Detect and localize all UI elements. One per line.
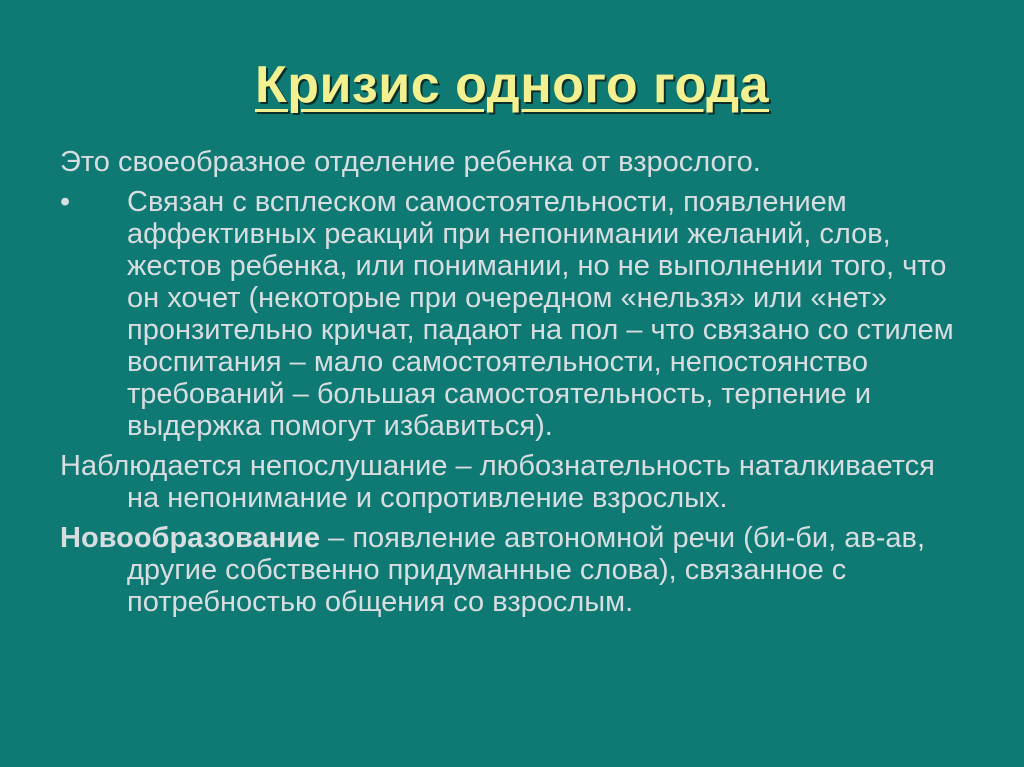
neoformation-text: – появление автономной речи (би-би, ав-ав, другие собственно придуманные слова), связанное с потребностью общения со взрослым. bbox=[127, 522, 926, 618]
intro-paragraph: Это своеобразное отделение ребенка от взрослого. bbox=[60, 146, 761, 178]
observation-paragraph: Наблюдается непослушание – любознательность наталкивается на непонимание и сопротивление взрослых. bbox=[60, 450, 935, 514]
neoformation-term: Новообразование bbox=[60, 522, 321, 554]
bullet-text: Связан с всплеском самостоятельности, появлением аффективных реакций при непонимании желаний, слов, жестов ребенка, или понимании, но не выполнении того, что он хочет (некоторые при очередном «нельзя» или «нет» пронзительно кричат, падают на пол – что связано со стилем воспитания – мало самостоятельности, непостоянство требований – большая самостоятельность, терпение и выдержка помогут избавиться). bbox=[127, 186, 954, 442]
bullet-item bbox=[60, 186, 965, 442]
neoformation-paragraph bbox=[60, 522, 965, 618]
slide-body bbox=[60, 146, 965, 626]
bullet-icon: • bbox=[60, 186, 71, 218]
slide-title: Кризис одного года bbox=[254, 56, 770, 114]
